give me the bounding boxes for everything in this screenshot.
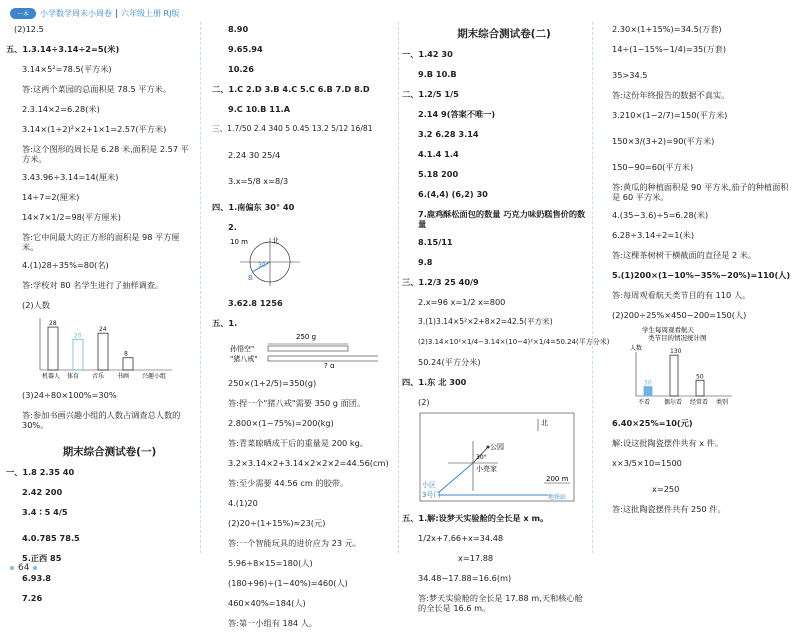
answer-line: 2.3.14×2=6.28(米) (22, 104, 100, 114)
answer-line: (2)12.5 (14, 24, 44, 34)
tick-label: 机器人 (42, 373, 61, 380)
answer-line: (180+96)÷(1−40%)=460(人) (228, 578, 348, 588)
answer-line: (2)3.14×10²×1/4−3.14×(10−4)²×1/4=50.24(平方分米) (418, 338, 610, 346)
answer-line: 150×3/(3+2)=90(平方米) (612, 136, 715, 146)
answer-line: 2. (228, 222, 237, 232)
answer-line: 4.(1)20 (228, 498, 258, 508)
answer-line: 三、1.7/50 2.4 340 5 0.45 13.2 5/12 16/81 (212, 124, 373, 133)
answer-line: 3.14×(1÷2)²×2+1×1=2.57(平方米) (22, 124, 167, 134)
answer-line: 四、1.东 北 300 (402, 377, 467, 387)
answer-line: 1/2x+7.66+x=34.48 (418, 533, 504, 543)
segment-figure (228, 332, 393, 370)
answer-line: 14÷7=2(厘米) (22, 192, 80, 202)
answer-line: 150−90=60(平方米) (612, 162, 694, 172)
answer-line: 34.48−17.88=16.6(m) (418, 573, 512, 583)
column-1 (6, 24, 197, 613)
tick-label: 不看 (638, 399, 651, 406)
bar (48, 327, 58, 370)
chart-title: 类节目的情况统计图 (648, 334, 707, 342)
answer-line: 460×40%=184(人) (228, 598, 306, 608)
angle-label: 30° (258, 262, 269, 269)
answer-line: 3.2×3.14×2+3.14×2×2×2=44.56(cm) (228, 458, 389, 468)
answer-line: 2.14 9(答案不唯一) (418, 109, 496, 119)
answer-line: 4.(35−3.6)÷5=6.28(米) (612, 210, 709, 220)
map-figure (418, 411, 590, 505)
answer-line: 三、1.2/3 25 40/9 (402, 277, 479, 287)
answer-line: 2.42 200 (22, 487, 63, 497)
tick-label: 书画 (117, 373, 130, 380)
answer-line: 答:它中间最大的正方形的面积是 98 平方厘米。 (22, 232, 180, 252)
answer-line: 50.24(平方分米) (418, 357, 481, 367)
data-label: 50 (696, 373, 704, 381)
answer-line: 四、1.南偏东 30° 40 (212, 202, 295, 212)
bar (123, 358, 133, 370)
answer-line: 答:一个智能玩具的进价应为 23 元。 (228, 538, 362, 548)
answer-line: 5.18 200 (418, 169, 459, 179)
answer-line: 9.8 (418, 257, 433, 267)
footer-dot (10, 566, 14, 570)
answer-line: 3.62.8 1256 (228, 298, 283, 308)
answer-line: x=17.88 (458, 553, 494, 563)
answer-line: 答:这棵茶树树干横截面的直径是 2 米。 (612, 250, 757, 260)
section-title: 期末综合测试卷(一) (62, 446, 157, 458)
answer-line: (3)24÷80×100%=30% (22, 390, 117, 400)
answer-line: 3.2 6.28 3.14 (418, 129, 479, 139)
answer-line: 4.0.785 78.5 (22, 533, 80, 543)
answer-line: 4.1.4 1.4 (418, 149, 459, 159)
segment-question-label: ? g (324, 362, 335, 368)
answer-line: 答:青菜晾晒成干后的重量是 200 kg。 (228, 438, 368, 448)
answer-line: 35>34.5 (612, 70, 648, 80)
data-label: 28 (49, 320, 57, 328)
map-diagram (418, 411, 578, 503)
answer-line: 5.(1)200×(1−10%−35%−20%)=110(人) (612, 270, 791, 280)
header-subtitle: 六年级上册 RJ版 (121, 8, 180, 18)
tick-label: 音乐 (92, 373, 105, 380)
bar-chart-figure (22, 314, 197, 382)
answer-line: 10.26 (228, 64, 254, 74)
answer-line: 3.4 ∶ 5 4/5 (22, 507, 68, 517)
answer-line: 二、1.2/5 1/5 (402, 89, 459, 99)
answer-line: 答:这批陶瓷摆件共有 250 件。 (612, 504, 726, 514)
answer-line: 2.24 30 25/4 (228, 150, 281, 160)
answer-line: (2)20÷(1+15%)≈23(元) (228, 518, 326, 528)
answer-line: 五、1. (212, 318, 238, 328)
answer-line: 答:这个图形的周长是 6.28 米,面积是 2.57 平方米。 (22, 144, 189, 164)
column-4 (612, 24, 792, 524)
answer-line: 一、1.8 2.35 40 (6, 467, 75, 477)
compass-figure (228, 236, 393, 290)
answer-line: 五、1.3.14÷3.14÷2=5(米) (6, 44, 120, 54)
tick-label: 兴趣小组 (142, 373, 167, 380)
answer-line: 答:梦天实验舱的全长是 17.88 m,天和核心舱的全长是 16.6 m。 (418, 593, 583, 613)
answer-line: 答:参加书画兴趣小组的人数占调查总人数的 30%。 (22, 410, 181, 430)
compass-diagram (228, 236, 318, 288)
answer-line: 3.(1)3.14×5²×2+8×2=42.5(平方米) (418, 317, 553, 326)
answer-line: 3.14×5²=78.5(平方米) (22, 64, 112, 74)
segment-left-label: 孙悟空" (230, 345, 255, 353)
answer-line: 五、1.解:设梦天实验舱的全长是 x m。 (402, 513, 549, 523)
gate-label: 3号门 (422, 491, 441, 499)
answer-line: 答:这份年终报告的数据不真实。 (612, 90, 730, 100)
answer-line: 答:这两个菜园的总面积是 78.5 平方米。 (22, 84, 172, 94)
answer-line: 答:第一小组有 184 人。 (228, 618, 318, 628)
tick-label: 经常看 (690, 399, 709, 406)
chart-title: 学生每周观看航天 (642, 326, 694, 334)
header-title: 小学数学周末小周卷 (40, 8, 112, 18)
bar-chart (22, 314, 182, 380)
park-label: 公园 (490, 443, 504, 451)
footer-dot (33, 566, 37, 570)
answer-line: 7.鹿鸡酥松面包的数量 巧克力味奶糕售价的数量 (418, 209, 586, 229)
answer-line: x=250 (652, 484, 680, 494)
answer-line: 答:每周观看航天类节目的有 110 人。 (612, 290, 751, 300)
logo: 一本 (10, 8, 36, 19)
column-divider (200, 22, 201, 553)
answer-line: 答:学校对 80 名学生进行了抽样调查。 (22, 280, 164, 290)
home-label: 小亮家 (476, 465, 497, 473)
answer-line: 答:捏一个"猪八戒"需要 350 g 面团。 (228, 398, 366, 408)
point-label: B (248, 274, 253, 282)
answer-line: 一、1.42 30 (402, 49, 453, 59)
segment-top-label: 250 g (296, 333, 317, 341)
answer-line: 3.210×(1−2/7)=150(平方米) (612, 110, 728, 120)
column-2 (212, 24, 393, 638)
answer-line: (2)人数 (22, 300, 50, 310)
answer-line: 3.43.96÷3.14=14(厘米) (22, 172, 119, 182)
column-3 (402, 24, 610, 623)
school-label: 小区 (422, 481, 436, 489)
segment-diagram (228, 332, 378, 368)
answer-line: (2) (418, 397, 430, 407)
answer-line: 2.30×(1+15%)=34.5(万套) (612, 24, 722, 34)
answer-line: 8.90 (228, 24, 249, 34)
column-divider (592, 22, 593, 553)
page-footer (10, 563, 37, 573)
data-label: 24 (99, 326, 107, 334)
answer-line: 14×7×1/2=98(平方厘米) (22, 212, 121, 222)
answer-line: 2.x=96 x=1/2 x=800 (418, 297, 506, 307)
page-number: 64 (18, 563, 30, 573)
answer-line: 5.96÷8×15=180(人) (228, 558, 313, 568)
tick-label: 类别 (716, 399, 729, 406)
data-label: 20 (74, 332, 82, 340)
header-divider (116, 9, 117, 18)
answer-line: 5.正西 85 (22, 553, 62, 563)
north-label: 北 (272, 237, 279, 245)
answer-line: 2.800×(1−75%)=200(kg) (228, 418, 334, 428)
station-label: 地铁站 (548, 494, 567, 501)
section-title: 期末综合测试卷(二) (457, 28, 551, 40)
bar-chart-2 (612, 324, 782, 408)
answer-line: 8.15/11 (418, 237, 453, 247)
answer-line: 4.(1)28÷35%=80(名) (22, 260, 109, 270)
answer-line: 答:黄瓜的种植面积是 90 平方米,茄子的种植面积是 60 平方米。 (612, 182, 789, 202)
answer-line: (2)200÷25%×450−200=150(人) (612, 310, 747, 320)
data-label: 30 (644, 379, 652, 387)
segment-mid-label: "猪八戒" (230, 355, 258, 363)
answer-line: 二、1.C 2.D 3.B 4.C 5.C 6.B 7.D 8.D (212, 84, 370, 94)
answer-line: x×3/5×10=1500 (612, 458, 682, 468)
bar (644, 387, 652, 396)
tick-label: 体育 (67, 373, 80, 380)
answer-line: 9.C 10.B 11.A (228, 104, 291, 114)
bar (98, 333, 108, 370)
answer-line: 3.x=5/8 x=8/3 (228, 176, 289, 186)
answer-line: 6.(4,4) (6,2) 30 (418, 189, 488, 199)
data-label: 130 (670, 348, 682, 356)
answer-line: 9.65.94 (228, 44, 263, 54)
answer-line: 6.40×25%=10(元) (612, 418, 693, 428)
y-axis-label: 人数 (630, 345, 643, 352)
map-angle-label: 30° (476, 454, 487, 461)
answer-line: 6.93.8 (22, 573, 52, 583)
tick-label: 偶尔看 (664, 399, 683, 406)
scale-label: 10 m (230, 238, 248, 246)
bar (696, 380, 704, 396)
answer-line: 解:设这批陶瓷摆件共有 x 件。 (612, 438, 724, 448)
scale-label: 200 m (546, 475, 569, 483)
map-north-label: 北 (541, 419, 548, 427)
page-header (10, 6, 179, 20)
answer-line: 6.28÷3.14÷2=1(米) (612, 230, 695, 240)
answer-line: 9.B 10.B (418, 69, 457, 79)
column-divider (398, 22, 399, 553)
bar-chart-2-figure (612, 324, 792, 410)
bar (670, 355, 678, 396)
data-label: 8 (124, 350, 128, 358)
answer-line: 14÷(1−15%−1/4)=35(万套) (612, 44, 727, 54)
answer-line: 250×(1+2/5)=350(g) (228, 378, 317, 388)
bar (73, 339, 83, 370)
answer-line: 答:至少需要 44.56 cm 的胶带。 (228, 478, 349, 488)
answer-line: 7.26 (22, 593, 43, 603)
